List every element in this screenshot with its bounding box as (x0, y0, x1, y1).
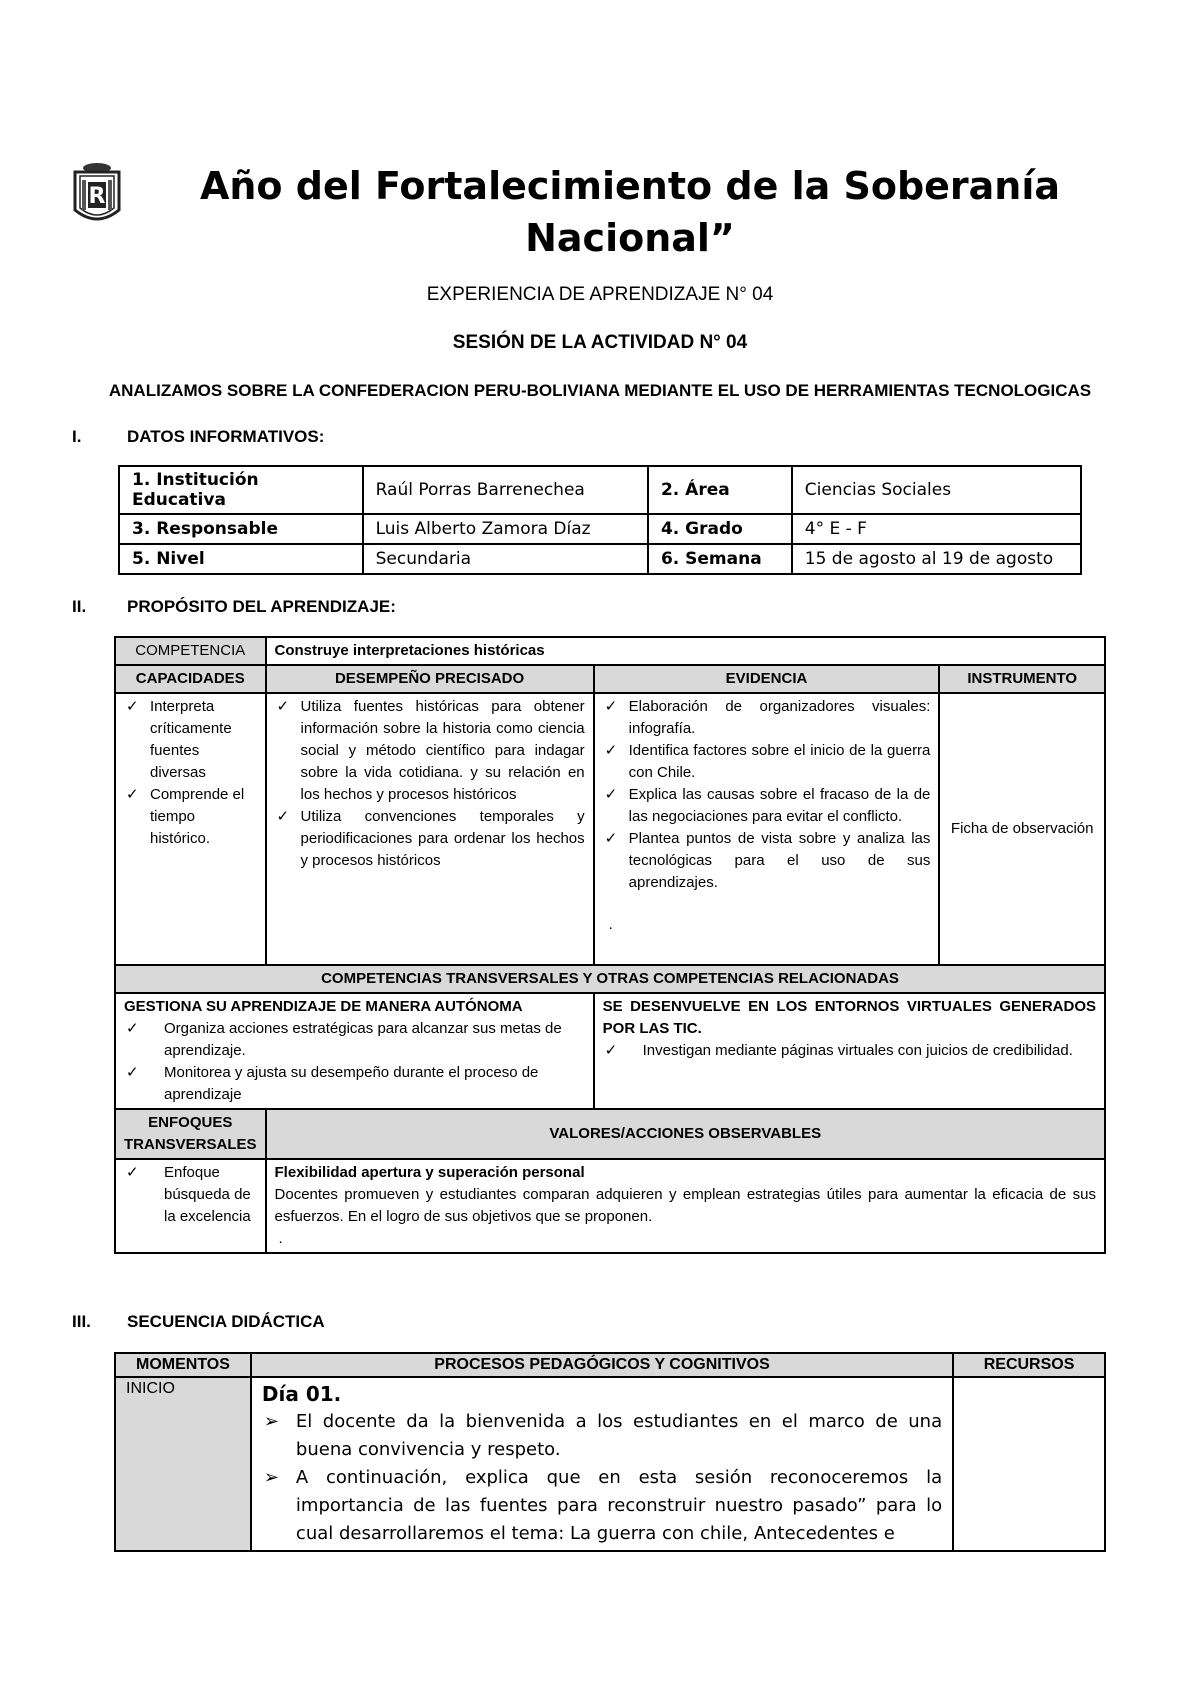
section-number: III. (72, 1312, 91, 1331)
session-heading: SESIÓN DE LA ACTIVIDAD N° 04 (452, 332, 748, 353)
section-3-heading (72, 1312, 325, 1332)
enfoques-label: ENFOQUES TRANSVERSALES (115, 1109, 266, 1159)
column-header: DESEMPEÑO PRECISADO (266, 665, 594, 693)
list-item: ✓ Identifica factores sobre el inicio de la guerra con Chile. (604, 742, 931, 781)
table-cell: 2. Área (648, 466, 792, 514)
tic-title: SE DESENVUELVE EN LOS ENTORNOS VIRTUALES GENERADOS POR LAS TIC. (602, 998, 1096, 1037)
table-row (115, 693, 1105, 965)
valor-title: Flexibilidad apertura y superación personal (274, 1164, 585, 1181)
gestiona-title: GESTIONA SU APRENDIZAJE DE MANERA AUTÓNOMA (124, 998, 523, 1015)
list-item: ✓ Investigan mediante páginas virtuales con juicios de credibilidad. (603, 1040, 1096, 1062)
list-item: ➢ El docente da la bienvenida a los estudiantes en el marco de una buena convivencia y respeto. (262, 1408, 942, 1464)
proposito-table (114, 636, 1106, 1254)
table-row (115, 1353, 1105, 1377)
arrow-bullet-icon: ➢ (263, 1411, 280, 1432)
gestiona-cell (115, 993, 594, 1109)
section-1-heading (72, 427, 324, 447)
table-row (115, 1159, 1105, 1253)
check-icon: ✓ (126, 1164, 139, 1181)
check-icon: ✓ (126, 786, 139, 803)
table-cell: Luis Alberto Zamora Díaz (363, 514, 648, 544)
instrumento-cell: Ficha de observación (939, 693, 1105, 965)
table-cell: 3. Responsable (119, 514, 363, 544)
valor-text: Docentes promueven y estudiantes comparan adquieren y emplean estrategias útiles para aumentar la eficacia de sus esfuerzos. En el logro de sus objetivos que se proponen. (274, 1186, 1096, 1225)
page-title: Año del Fortalecimiento de la Soberanía Nacional” (199, 164, 1061, 260)
recursos-cell (953, 1377, 1105, 1551)
table-row (115, 1109, 1105, 1159)
column-header: MOMENTOS (115, 1353, 251, 1377)
secuencia-table (114, 1352, 1106, 1552)
check-icon: ✓ (604, 786, 618, 803)
list-item: ✓ Plantea puntos de vista sobre y analiza las tecnológicas para el uso de sus aprendizajes. (604, 830, 931, 891)
desempeno-cell (266, 693, 594, 965)
table-cell: Secundaria (363, 544, 648, 574)
transversales-header: COMPETENCIAS TRANSVERSALES Y OTRAS COMPETENCIAS RELACIONADAS (115, 965, 1105, 993)
check-icon: ✓ (604, 742, 618, 759)
section-number: II. (72, 597, 87, 616)
table-cell: 4° E - F (792, 514, 1081, 544)
list-item: ✓ Elaboración de organizadores visuales: infografía. (604, 698, 931, 737)
valor-dot: . (278, 1230, 283, 1247)
section-title: DATOS INFORMATIVOS: (127, 427, 325, 446)
list-item: ✓ Monitorea y ajusta su desempeño durante el proceso de aprendizaje (126, 1064, 539, 1103)
dia-label: Día 01. (261, 1382, 342, 1406)
table-row (115, 965, 1105, 993)
list-item: ✓ Organiza acciones estratégicas para alcanzar sus metas de aprendizaje. (126, 1020, 562, 1059)
section-2-heading (72, 597, 396, 617)
enfoque-cell (115, 1159, 266, 1253)
momento-cell: INICIO (115, 1377, 251, 1551)
list-item: ✓ Enfoque búsqueda de la excelencia (126, 1164, 251, 1225)
table-row (119, 544, 1081, 574)
column-header: RECURSOS (953, 1353, 1105, 1377)
column-header: CAPACIDADES (115, 665, 266, 693)
experience-heading: EXPERIENCIA DE APRENDIZAJE N° 04 (426, 284, 774, 305)
column-header: EVIDENCIA (594, 665, 940, 693)
check-icon: ✓ (604, 1042, 618, 1059)
check-icon: ✓ (126, 1020, 139, 1037)
check-icon: ✓ (604, 830, 618, 847)
section-title: PROPÓSITO DEL APRENDIZAJE: (127, 597, 396, 616)
table-row (115, 637, 1105, 665)
table-cell: 4. Grado (648, 514, 792, 544)
table-row (115, 1377, 1105, 1551)
datos-informativos-table (118, 465, 1082, 575)
table-cell: 15 de agosto al 19 de agosto (792, 544, 1081, 574)
check-icon: ✓ (604, 698, 618, 715)
table-row (115, 993, 1105, 1109)
list-item: ✓ Utiliza convenciones temporales y periodificaciones para ordenar los hechos y procesos históricos (276, 808, 585, 869)
list-item: ➢ A continuación, explica que en esta sesión reconoceremos la importancia de las fuentes para reconstruir nuestro pasado” para lo cual desarrollaremos el tema: La guerra con chile, Antecedentes e (262, 1464, 942, 1548)
procesos-cell (251, 1377, 953, 1551)
list-item: ✓ Explica las causas sobre el fracaso de la de las negociaciones para evitar el conflicto. (604, 786, 931, 825)
table-cell: Ciencias Sociales (792, 466, 1081, 514)
section-number: I. (72, 427, 82, 446)
tic-cell (594, 993, 1105, 1109)
column-header: PROCESOS PEDAGÓGICOS Y COGNITIVOS (251, 1353, 953, 1377)
svg-text:R: R (88, 184, 106, 209)
check-icon: ✓ (276, 698, 290, 715)
table-cell: 6. Semana (648, 544, 792, 574)
list-item: ✓ Comprende el tiempo histórico. (126, 786, 245, 847)
evidencia-dot: . (608, 916, 613, 933)
valores-label: VALORES/ACCIONES OBSERVABLES (266, 1109, 1105, 1159)
competencia-value: Construye interpretaciones históricas (266, 637, 1105, 665)
list-item: ✓ Interpreta críticamente fuentes diversas (126, 698, 232, 781)
capacidades-cell (115, 693, 266, 965)
check-icon: ✓ (126, 1064, 139, 1081)
evidencia-cell (594, 693, 940, 965)
table-cell: Raúl Porras Barrenechea (363, 466, 648, 514)
table-row (115, 665, 1105, 693)
check-icon: ✓ (126, 698, 139, 715)
table-cell: 5. Nivel (119, 544, 363, 574)
competencia-label: COMPETENCIA (115, 637, 266, 665)
table-row (119, 514, 1081, 544)
session-subtitle: ANALIZAMOS SOBRE LA CONFEDERACION PERU-BOLIVIANA MEDIANTE EL USO DE HERRAMIENTAS TECNOLOGICAS (108, 381, 1092, 400)
check-icon: ✓ (276, 808, 290, 825)
table-row (119, 466, 1081, 514)
column-header: INSTRUMENTO (939, 665, 1105, 693)
arrow-bullet-icon: ➢ (263, 1467, 280, 1488)
section-title: SECUENCIA DIDÁCTICA (127, 1312, 325, 1331)
valores-cell (266, 1159, 1105, 1253)
table-cell: 1. Institución Educativa (119, 466, 363, 514)
list-item: ✓ Utiliza fuentes históricas para obtener información sobre la historia como ciencia social y método científico para indagar sobre la vida cotidiana. y su relación en los hechos y procesos históricos (276, 698, 585, 803)
school-crest-logo (72, 162, 122, 230)
